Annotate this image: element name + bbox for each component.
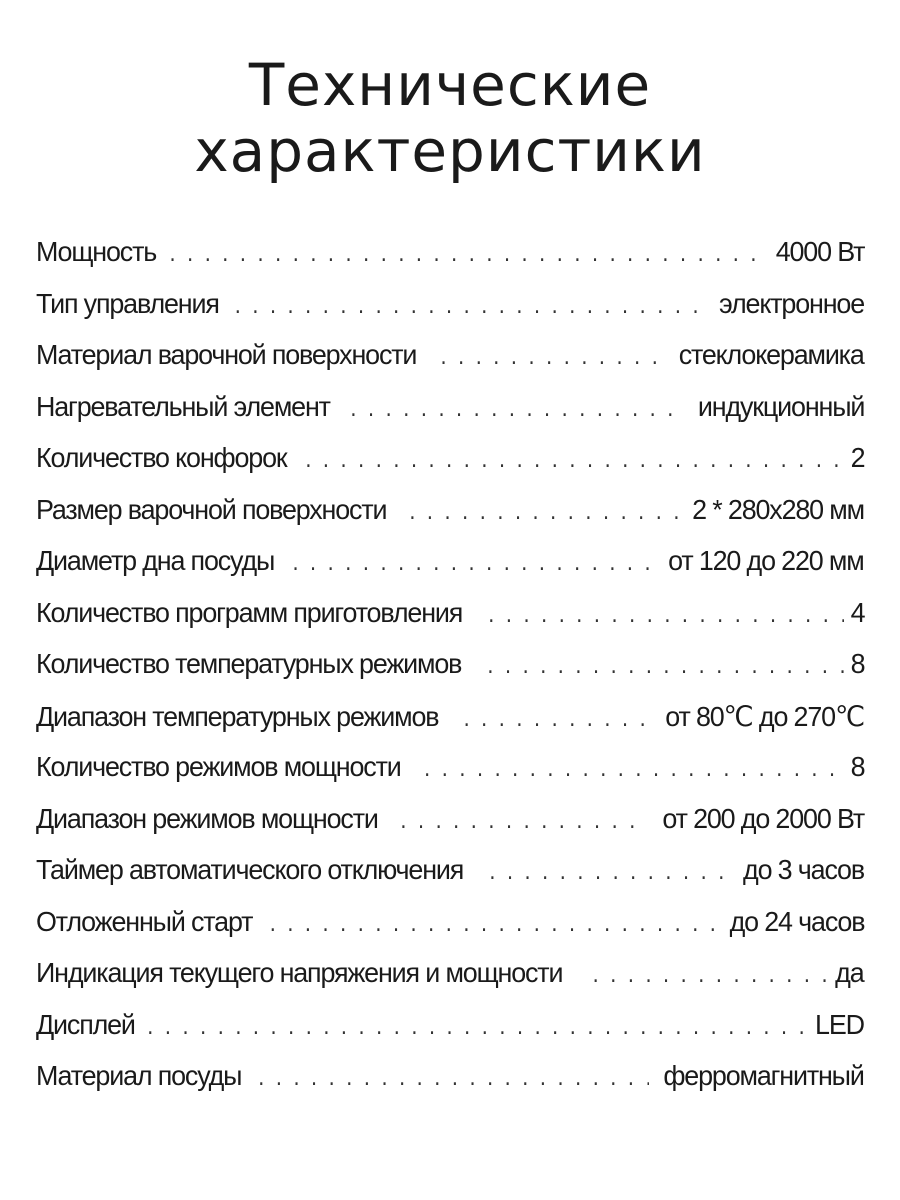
spec-label: Размер варочной поверхности	[36, 493, 387, 525]
spec-value: да	[835, 957, 864, 988]
spec-label: Диаметр дна посуды	[36, 545, 275, 576]
dot-leader	[267, 917, 717, 937]
spec-value: от 120 до 220 мм	[668, 545, 864, 576]
spec-value: 2 * 280х280 мм	[692, 493, 864, 525]
spec-row-heating-element	[36, 391, 864, 443]
spec-row-delayed-start	[36, 906, 864, 958]
spec-label: Количество программ приготовления	[36, 596, 463, 628]
spec-label: Отложенный старт	[36, 905, 253, 937]
spec-label: Количество конфорок	[36, 442, 287, 473]
spec-row-control-type	[36, 288, 864, 340]
dot-leader	[438, 350, 665, 370]
spec-row-power	[36, 236, 864, 288]
page-title	[0, 52, 900, 184]
dot-leader	[590, 968, 828, 988]
spec-value: электронное	[719, 287, 864, 319]
spec-value: до 3 часов	[743, 854, 864, 885]
spec-label: Нагревательный элемент	[36, 390, 330, 422]
spec-row-surface-size	[36, 494, 864, 546]
spec-row-temperature-range	[36, 700, 864, 752]
dot-leader	[167, 247, 766, 267]
spec-label: Материал варочной поверхности	[36, 339, 417, 370]
spec-value: стеклокерамика	[679, 339, 864, 370]
dot-leader	[461, 712, 651, 732]
spec-row-power-mode-count	[36, 751, 864, 803]
spec-row-surface-material	[36, 339, 864, 391]
page-title-line-1: Технические	[248, 51, 652, 119]
dot-leader	[348, 402, 685, 422]
spec-label: Дисплей	[36, 1008, 135, 1040]
spec-value: индукционный	[697, 390, 864, 422]
spec-row-display	[36, 1009, 864, 1061]
spec-label: Диапазон температурных режимов	[36, 700, 439, 732]
spec-value: до 24 часов	[729, 905, 864, 937]
spec-row-auto-off-timer	[36, 854, 864, 906]
spec-value: 8	[850, 751, 864, 782]
spec-value: от 200 до 2000 Вт	[662, 802, 864, 834]
spec-label: Диапазон режимов мощности	[36, 802, 378, 834]
spec-value: 4	[850, 596, 864, 628]
dot-leader	[398, 814, 648, 834]
page-title-line-2: характеристики	[194, 117, 706, 185]
spec-value: LED	[815, 1008, 864, 1040]
spec-list	[36, 236, 864, 1112]
spec-row-cookware-diameter	[36, 545, 864, 597]
spec-value: 4000 Вт	[775, 236, 864, 267]
spec-label: Индикация текущего напряжения и мощности	[36, 957, 563, 988]
spec-label: Материал посуды	[36, 1060, 242, 1091]
spec-row-cookware-material	[36, 1060, 864, 1112]
dot-leader	[485, 659, 844, 679]
spec-label: Тип управления	[36, 287, 219, 319]
spec-row-program-count	[36, 597, 864, 649]
dot-leader	[486, 608, 844, 628]
spec-label: Количество режимов мощности	[36, 751, 401, 782]
spec-row-burner-count	[36, 442, 864, 494]
dot-leader	[487, 865, 732, 885]
dot-leader	[290, 556, 654, 576]
dot-leader	[407, 505, 679, 525]
spec-value: 2	[850, 442, 864, 473]
dot-leader	[232, 299, 707, 319]
spec-row-power-range	[36, 803, 864, 855]
dot-leader	[303, 453, 844, 473]
spec-row-temperature-mode-count	[36, 648, 864, 700]
spec-label: Количество температурных режимов	[36, 648, 462, 679]
spec-value: 8	[850, 648, 864, 679]
dot-leader	[145, 1020, 807, 1040]
spec-row-voltage-power-indication	[36, 957, 864, 1009]
spec-label: Таймер автоматического отключения	[36, 854, 464, 885]
dot-leader	[422, 762, 844, 782]
spec-value: от 80℃ до 270℃	[665, 700, 864, 732]
dot-leader	[256, 1071, 649, 1091]
spec-value: ферромагнитный	[663, 1060, 864, 1091]
spec-label: Мощность	[36, 236, 157, 267]
